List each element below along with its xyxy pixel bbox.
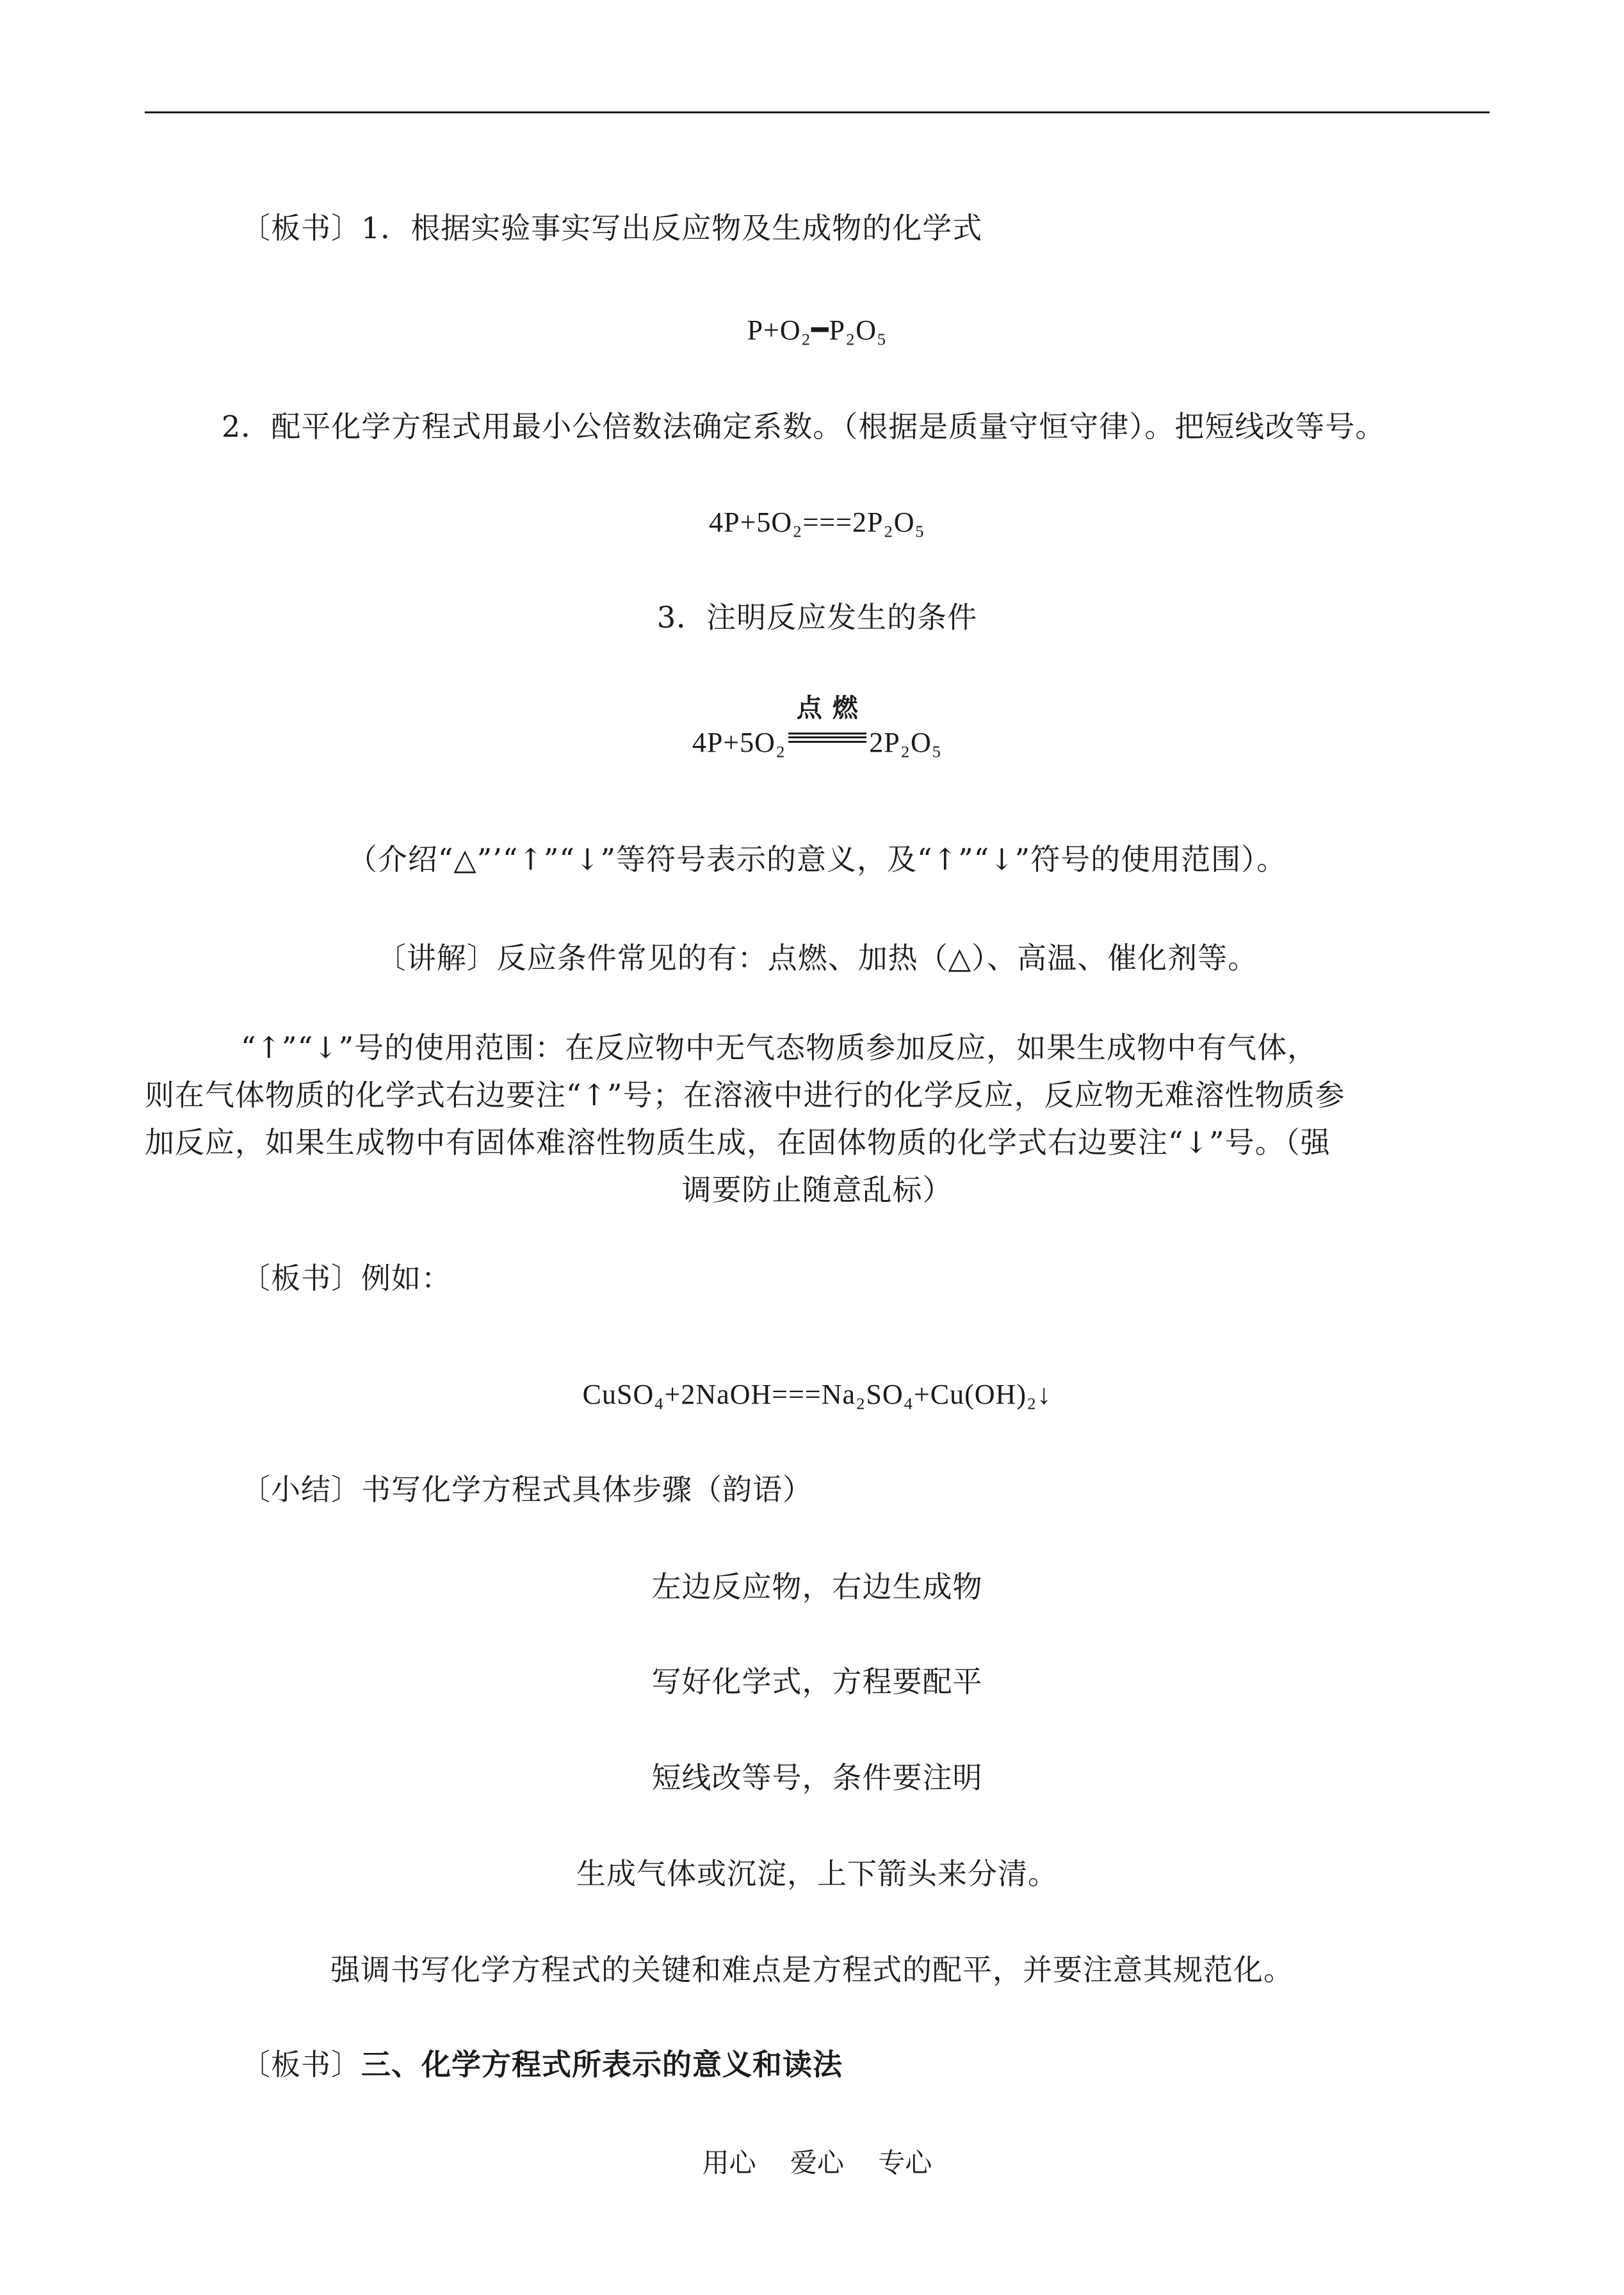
arrow-usage-line-1: “↑”“↓”号的使用范围：在反应物中无气态物质参加反应，如果生成物中有气体， xyxy=(241,1030,1318,1065)
step1-text: 〔板书〕1．根据实验事实写出反应物及生成物的化学式 xyxy=(241,211,983,245)
page-footer: 用心 爱心 专心 xyxy=(702,2147,932,2178)
section-3-heading xyxy=(241,2045,843,2084)
section-3-title: 三、化学方程式所表示的意义和读法 xyxy=(361,2047,843,2082)
arrow-usage-line-4: 调要防止随意乱标） xyxy=(681,1172,953,1207)
header-rule xyxy=(145,111,1490,113)
example-label: 〔板书〕例如： xyxy=(241,1261,451,1295)
condition-label: 点 燃 xyxy=(796,693,859,723)
rhyme-line-1: 左边反应物，右边生成物 xyxy=(651,1569,983,1604)
rhyme-line-4: 生成气体或沉淀，上下箭头来分清。 xyxy=(576,1856,1058,1891)
arrow-usage-line-3: 加反应，如果生成物中有固体难溶性物质生成，在固体物质的化学式右边要注“↓”号。（强 xyxy=(145,1125,1331,1160)
equation-1: P+O₂━P₂O₅ xyxy=(747,314,888,346)
equation-3-right: 2P₂O₅ xyxy=(869,727,943,758)
explain-text: 〔讲解〕反应条件常见的有：点燃、加热（△）、高温、催化剂等。 xyxy=(376,941,1258,975)
intro-text: （介绍“△”’“↑”“↓”等符号表示的意义，及“↑”“↓”符号的使用范围）。 xyxy=(347,842,1287,877)
equation-3-left: 4P+5O₂ xyxy=(692,727,786,758)
emphasis-text: 强调书写化学方程式的关键和难点是方程式的配平，并要注意其规范化。 xyxy=(330,1952,1294,1987)
rhyme-line-3: 短线改等号，条件要注明 xyxy=(651,1760,983,1795)
arrow-usage-line-2: 则在气体物质的化学式右边要注“↑”号；在溶液中进行的化学反应，反应物无难溶性物质参 xyxy=(145,1078,1345,1112)
equation-4: CuSO₄+2NaOH===Na₂SO₄+Cu(OH)₂↓ xyxy=(582,1379,1052,1410)
triple-bar-icon xyxy=(788,733,866,743)
step3-text: 3．注明反应发生的条件 xyxy=(656,600,978,635)
summary-label: 〔小结〕书写化学方程式具体步骤（韵语） xyxy=(241,1472,813,1507)
section-3-prefix: 〔板书〕 xyxy=(241,2047,361,2082)
step2-text: 2．配平化学方程式用最小公倍数法确定系数。（根据是质量守恒守律）。把短线改等号。 xyxy=(222,409,1386,444)
rhyme-line-2: 写好化学式，方程要配平 xyxy=(651,1664,983,1699)
equation-2: 4P+5O₂===2P₂O₅ xyxy=(709,507,925,538)
equation-3 xyxy=(145,693,1490,762)
condition-equals-sign xyxy=(786,693,869,762)
